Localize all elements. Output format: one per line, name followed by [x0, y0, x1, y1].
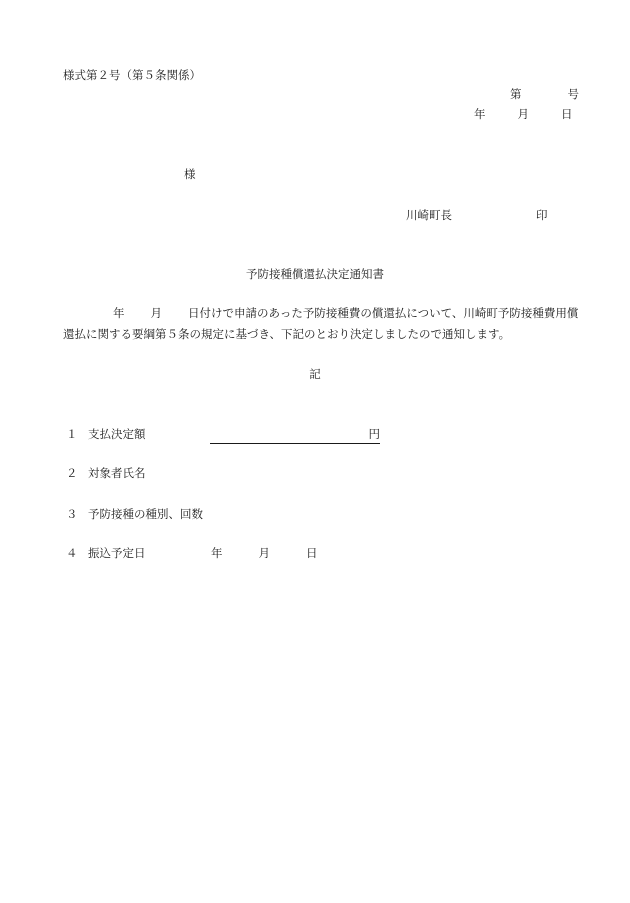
issue-date-day: 日: [561, 107, 573, 121]
doc-number-prefix: 第: [510, 87, 522, 101]
item-label: 振込予定日: [88, 546, 146, 560]
seal-mark: 印: [536, 208, 548, 222]
body-month: 月: [150, 306, 162, 320]
addressee: 様: [184, 167, 196, 181]
doc-number-suffix: 号: [567, 87, 579, 101]
form-number: 様式第２号（第５条関係）: [63, 68, 201, 82]
item-label: 支払決定額: [88, 427, 146, 441]
issue-date-month: 月: [517, 107, 529, 121]
transfer-month: 月: [258, 546, 270, 560]
item-recipient-name: [66, 465, 146, 481]
item-transfer-date: [66, 545, 146, 561]
item-number: ４: [66, 546, 78, 560]
item-number: １: [66, 427, 78, 441]
yen-unit: 円: [368, 427, 380, 441]
item-number: ２: [66, 466, 78, 480]
issuer: [406, 207, 548, 223]
item-label: 対象者氏名: [88, 466, 146, 480]
item-payment-amount: [66, 426, 146, 442]
ki-heading: 記: [309, 367, 321, 381]
document-number: [510, 86, 579, 102]
body-paragraph: [63, 303, 583, 345]
transfer-day: 日: [306, 546, 318, 560]
issue-date-year: 年: [474, 107, 486, 121]
transfer-date-field: [211, 545, 318, 561]
transfer-year: 年: [211, 546, 223, 560]
item-vaccination-type: [66, 506, 203, 522]
issue-date: [474, 106, 573, 122]
amount-field[interactable]: [210, 426, 380, 444]
item-number: ３: [66, 507, 78, 521]
body-year: 年: [113, 306, 125, 320]
issuer-name: 川崎町長: [406, 208, 452, 222]
item-label: 予防接種の種別、回数: [88, 507, 203, 521]
body-text: 日付けで申請のあった予防接種費の償還払について、川崎町予防接種費用償還払に関する要綱第５条の規定に基づき、下記のとおり決定しましたので通知します。: [63, 306, 579, 341]
document-title: 予防接種償還払決定通知書: [246, 267, 384, 281]
